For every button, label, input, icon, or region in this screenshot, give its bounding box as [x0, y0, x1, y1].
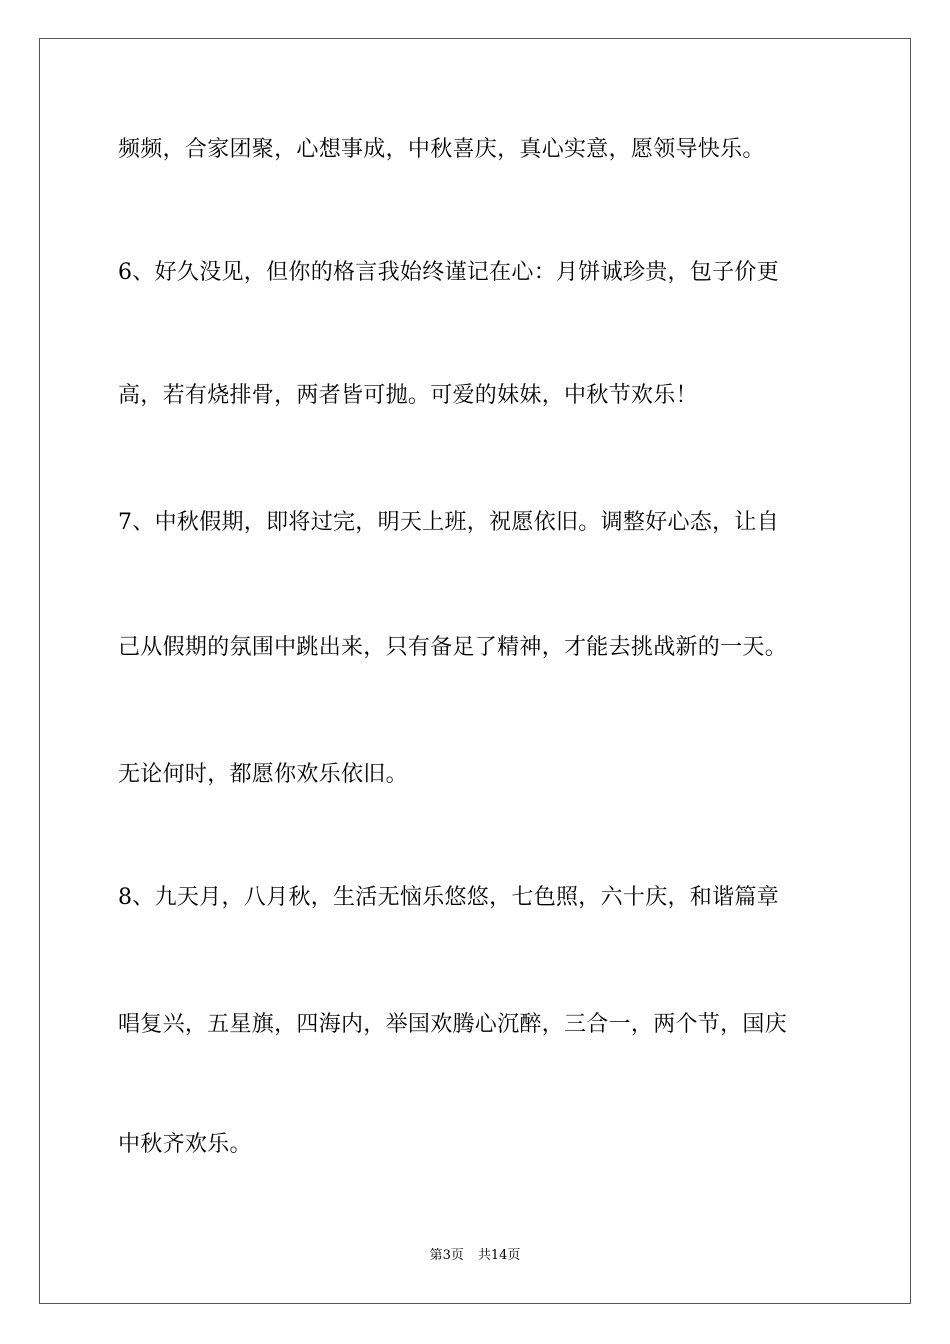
page-border	[39, 38, 911, 1304]
page-total: 共14页	[477, 1248, 521, 1263]
text-line: 己从假期的氛围中跳出来，只有备足了精神，才能去挑战新的一天。	[118, 635, 788, 660]
text-line: 唱复兴，五星旗，四海内，举国欢腾心沉醉，三合一，两个节，国庆	[118, 1012, 788, 1037]
text-line: 6、好久没见，但你的格言我始终谨记在心：月饼诚珍贵，包子价更	[118, 260, 779, 285]
text-line: 中秋齐欢乐。	[118, 1132, 252, 1157]
text-line: 8、九天月，八月秋，生活无恼乐悠悠，七色照，六十庆，和谐篇章	[118, 885, 779, 910]
text-line: 频频，合家团聚，心想事成，中秋喜庆，真心实意，愿领导快乐。	[118, 137, 765, 162]
text-line: 7、中秋假期，即将过完，明天上班，祝愿依旧。调整好心态，让自	[118, 510, 779, 535]
page-number: 第3页	[429, 1248, 464, 1263]
page-footer	[0, 1247, 950, 1265]
text-line: 无论何时，都愿你欢乐依旧。	[118, 762, 408, 787]
text-line: 高，若有烧排骨，两者皆可抛。可爱的妹妹，中秋节欢乐！	[118, 383, 698, 408]
